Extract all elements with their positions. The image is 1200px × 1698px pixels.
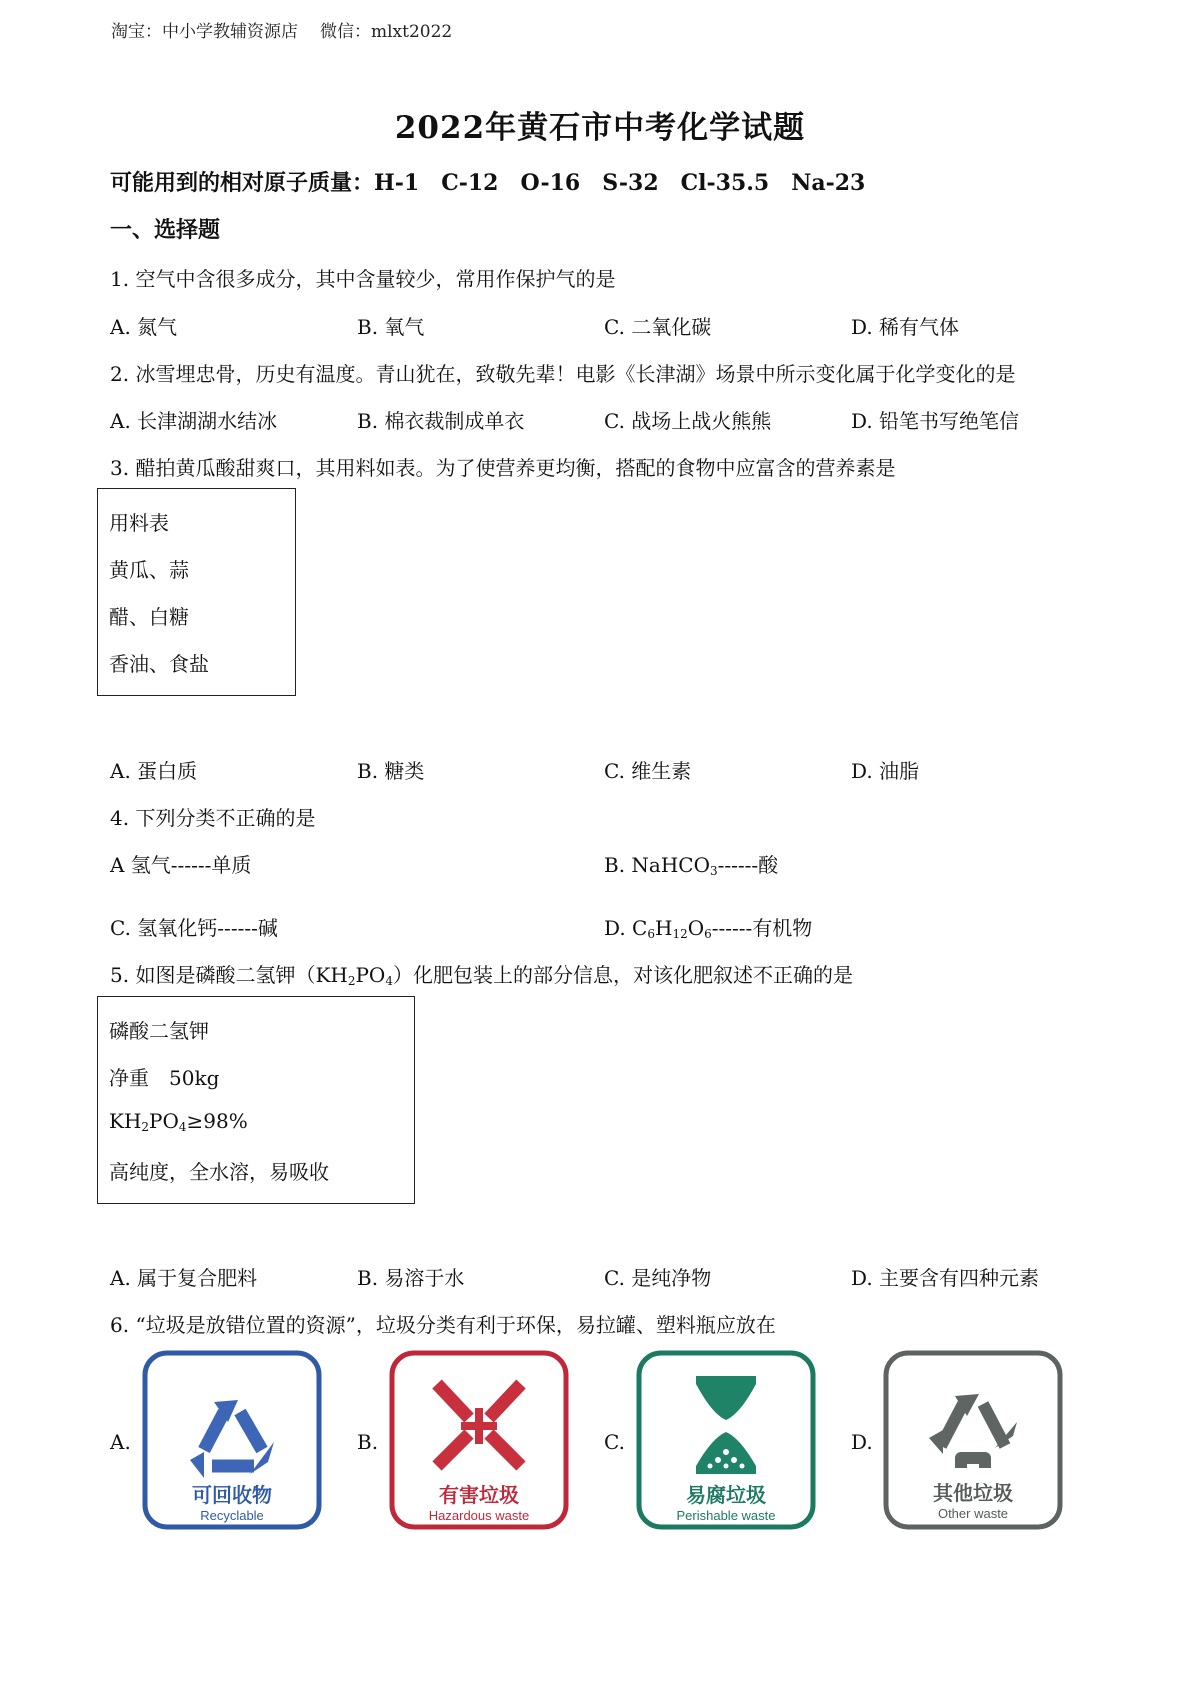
perishable-en: Perishable waste bbox=[676, 1508, 776, 1523]
header-info bbox=[111, 17, 452, 42]
other-waste-cn: 其他垃圾 bbox=[933, 1481, 1013, 1505]
hazardous-cn: 有害垃圾 bbox=[439, 1483, 519, 1507]
q5-stem: 5. 如图是磷酸二氢钾$(KH_2PO_4)$化肥包装上的部分信息，对该化肥叙述不正确的是 bbox=[110, 963, 853, 988]
q6-stem: 6. “垃圾是放错位置的资源”，垃圾分类有利于环保，易拉罐、塑料瓶应放在 bbox=[110, 1313, 776, 1337]
fertilizer-desc: 高纯度，全水溶，易吸收 bbox=[109, 1160, 329, 1184]
recyclable-cn: 可回收物 bbox=[192, 1483, 272, 1507]
fertilizer-weight: 净重 50kg bbox=[109, 1066, 220, 1090]
q1-option-a: A. 氮气 bbox=[110, 315, 178, 339]
header-wechat: 微信：mlxt2022 bbox=[320, 22, 453, 42]
fertilizer-label bbox=[97, 996, 415, 1204]
q6-option-a: A. bbox=[110, 1430, 131, 1454]
recyclable-bin-icon bbox=[142, 1350, 322, 1530]
fertilizer-formula: $KH_2PO_4\ge 98\%$ bbox=[109, 1109, 248, 1134]
ingredient-table-title: 用料表 bbox=[109, 511, 169, 535]
q1-option-c: C. 二氧化碳 bbox=[604, 315, 712, 339]
q3-option-a: A. 蛋白质 bbox=[110, 759, 198, 783]
q4-option-a: A 氢气------单质 bbox=[110, 853, 252, 877]
q4-option-d: D. $C_6H_{12}O_6------$有机物 bbox=[604, 916, 813, 941]
q2-option-b: B. 棉衣裁制成单衣 bbox=[357, 409, 525, 433]
q2-stem: 2. 冰雪埋忠骨，历史有温度。青山犹在，致敬先辈！电影《长津湖》场景中所示变化属于化学变化的是 bbox=[110, 362, 1016, 386]
q2-option-d: D. 铅笔书写绝笔信 bbox=[851, 409, 1020, 433]
q2-option-c: C. 战场上战火熊熊 bbox=[604, 409, 772, 433]
q1-option-d: D. 稀有气体 bbox=[851, 315, 960, 339]
hazardous-en: Hazardous waste bbox=[428, 1508, 530, 1523]
perishable-cn: 易腐垃圾 bbox=[686, 1483, 766, 1507]
q1-stem: 1. 空气中含很多成分，其中含量较少，常用作保护气的是 bbox=[110, 267, 616, 291]
q5-option-d: D. 主要含有四种元素 bbox=[851, 1266, 1040, 1290]
q3-option-c: C. 维生素 bbox=[604, 759, 692, 783]
perishable-bin-icon bbox=[636, 1350, 816, 1530]
q5-option-a: A. 属于复合肥料 bbox=[110, 1266, 258, 1290]
section-heading: 一、选择题 bbox=[110, 217, 221, 243]
q3-option-b: B. 糖类 bbox=[357, 759, 425, 783]
q6-option-d: D. bbox=[851, 1430, 873, 1454]
hazardous-bin-icon bbox=[389, 1350, 569, 1530]
ingredient-row: 黄瓜、蒜 bbox=[109, 558, 189, 582]
q4-option-c: C. 氢氧化钙------碱 bbox=[110, 916, 278, 940]
q4-stem: 4. 下列分类不正确的是 bbox=[110, 806, 316, 830]
q1-option-b: B. 氧气 bbox=[357, 315, 425, 339]
atomic-masses: 可能用到的相对原子质量：H-1 C-12 O-16 S-32 Cl-35.5 Na-23 bbox=[110, 170, 866, 196]
fertilizer-name: 磷酸二氢钾 bbox=[109, 1019, 209, 1043]
ingredient-table bbox=[97, 488, 296, 696]
recyclable-en: Recyclable bbox=[200, 1508, 264, 1523]
q3-stem: 3. 醋拍黄瓜酸甜爽口，其用料如表。为了使营养更均衡，搭配的食物中应富含的营养素是 bbox=[110, 456, 896, 480]
q3-option-d: D. 油脂 bbox=[851, 759, 920, 783]
header-shop: 淘宝：中小学教辅资源店 bbox=[111, 22, 298, 42]
q5-option-b: B. 易溶于水 bbox=[357, 1266, 465, 1290]
page-title: 2022年黄石市中考化学试题 bbox=[394, 110, 806, 146]
ingredient-row: 香油、食盐 bbox=[109, 652, 209, 676]
q6-option-c: C. bbox=[604, 1430, 625, 1454]
other-waste-en: Other waste bbox=[937, 1506, 1009, 1521]
q2-option-a: A. 长津湖湖水结冰 bbox=[110, 409, 278, 433]
q6-option-b: B. bbox=[357, 1430, 379, 1454]
q4-option-b: B. NaHCO$_3$------酸 bbox=[604, 853, 779, 878]
other-waste-bin-icon bbox=[883, 1350, 1063, 1530]
q5-option-c: C. 是纯净物 bbox=[604, 1266, 712, 1290]
ingredient-row: 醋、白糖 bbox=[109, 605, 189, 629]
